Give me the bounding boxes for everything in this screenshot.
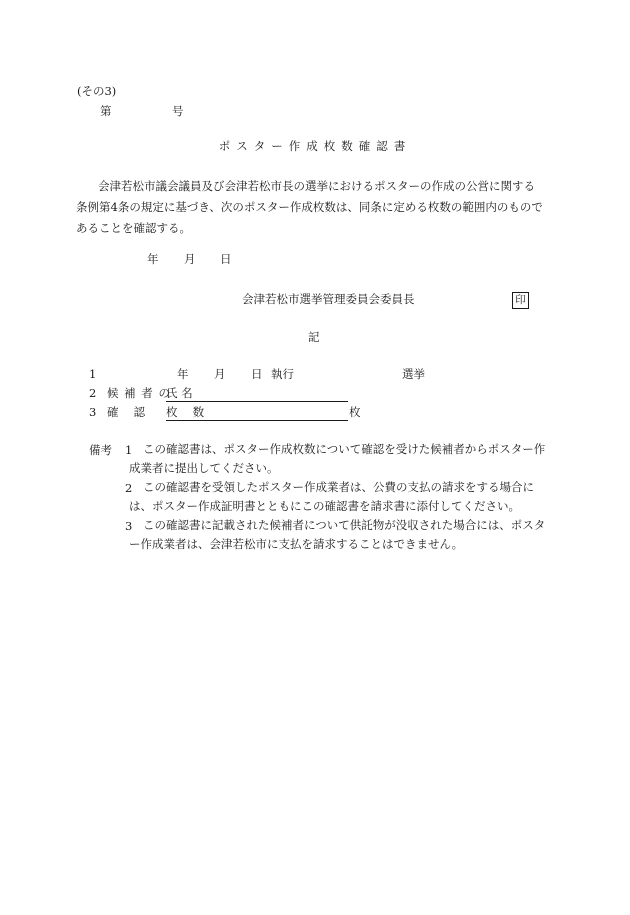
ki-heading: 記 — [308, 330, 320, 344]
item-1-election: 選挙 — [402, 367, 425, 381]
intro-line-1: 会津若松市議会議員及び会津若松市長の選挙におけるポスターの作成の公営に関する — [98, 179, 535, 193]
note-2-line-2: は、ポスター作成証明書とともにこの確認書を請求書に添付してください。 — [129, 499, 520, 513]
note-1-line-2: 成業者に提出してください。 — [129, 461, 279, 475]
date-day: 日 — [220, 252, 232, 266]
seal-box: 印 — [512, 292, 529, 309]
date-year: 年 — [147, 252, 159, 266]
item-3-label: 確 認 — [107, 405, 146, 419]
candidate-name-field — [166, 388, 348, 402]
date-month: 月 — [184, 252, 196, 266]
note-1-number: 1 — [125, 443, 133, 457]
item-2-field-label: 氏 名 — [166, 386, 193, 400]
intro-line-3: あることを確認する。 — [76, 221, 191, 235]
document-number-prefix: 第 — [100, 104, 112, 118]
document-title: ポスター作成枚数確認書 — [218, 139, 412, 153]
form-number: (その3) — [77, 84, 117, 98]
item-3-number: 3 — [89, 405, 97, 419]
item-1-executed: 執行 — [271, 367, 294, 381]
notes-heading: 備考 — [89, 443, 112, 457]
item-2-number: 2 — [89, 386, 97, 400]
note-1-line-1: この確認書は、ポスター作成枚数について確認を受けた候補者からポスター作 — [143, 442, 546, 456]
note-3-line-1: この確認書に記載された候補者について供託物が没収された場合には、ポスタ — [143, 518, 546, 532]
poster-count-field — [166, 407, 348, 421]
document-number-suffix: 号 — [172, 104, 184, 118]
item-3-unit: 枚 — [349, 405, 361, 419]
note-2-line-1: この確認書を受領したポスター作成業者は、公費の支払の請求をする場合に — [143, 480, 534, 494]
intro-line-2: 条例第4条の規定に基づき、次のポスター作成枚数は、同条に定める枚数の範囲内のもので — [76, 200, 543, 214]
item-2-label: 候 補 者 の — [107, 386, 171, 400]
note-2-number: 2 — [125, 481, 133, 495]
item-1-day: 日 — [251, 367, 263, 381]
item-1-year: 年 — [177, 367, 189, 381]
item-1-month: 月 — [214, 367, 226, 381]
intro-paragraph — [76, 176, 556, 239]
item-1-number: 1 — [89, 367, 97, 381]
note-3-line-2: ー作成業者は、会津若松市に支払を請求することはできません。 — [129, 537, 464, 551]
item-3-field-label: 枚 数 — [166, 405, 205, 419]
signer-title: 会津若松市選挙管理委員会委員長 — [242, 292, 415, 306]
note-3-number: 3 — [125, 519, 133, 533]
